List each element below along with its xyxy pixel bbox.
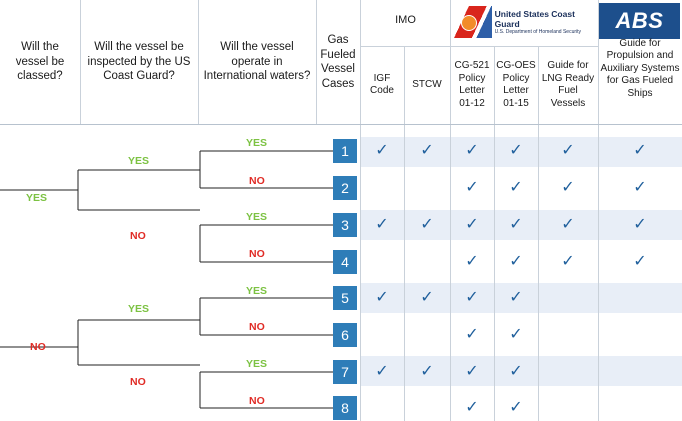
international-no-label: NO xyxy=(249,321,265,333)
imo-group-label: IMO xyxy=(395,14,416,26)
case-number-box: 4 xyxy=(333,250,357,274)
abs-logo-text: ABS xyxy=(615,8,664,33)
column-igf-code: IGF Code xyxy=(370,72,394,96)
classed-yes-label: YES xyxy=(26,192,48,204)
header-inspected: Will the vessel be inspected by the US Coast Guard? xyxy=(87,41,191,83)
checkmark-icon: ✓ xyxy=(509,361,523,380)
international-no-label: NO xyxy=(249,395,265,407)
column-propulsion: Guide for Propulsion and Auxiliary Systems for Gas Fueled Ships xyxy=(600,37,680,99)
inspected-yes-label: YES xyxy=(128,303,150,315)
case-number-box: 6 xyxy=(333,323,357,347)
checkmark-icon: ✓ xyxy=(420,214,434,233)
inspected-no-label: NO xyxy=(130,376,146,388)
checkmark-icon: ✓ xyxy=(465,177,479,196)
international-no-label: NO xyxy=(249,248,265,260)
uscg-subtitle: U.S. Department of Homeland Security xyxy=(494,28,582,35)
classed-no-label: NO xyxy=(30,341,46,353)
checkmark-icon: ✓ xyxy=(420,140,434,159)
checkmark-icon: ✓ xyxy=(561,214,575,233)
international-no-label: NO xyxy=(249,175,265,187)
checkmark-icon: ✓ xyxy=(561,177,575,196)
column-stcw: STCW xyxy=(412,78,442,90)
checkmark-icon: ✓ xyxy=(375,361,389,380)
international-yes-label: YES xyxy=(246,358,268,370)
uscg-title: United States Coast Guard xyxy=(494,8,575,29)
checkmark-icon: ✓ xyxy=(509,287,523,306)
checkmark-icon: ✓ xyxy=(420,361,434,380)
checkmark-icon: ✓ xyxy=(465,214,479,233)
case-number-box: 7 xyxy=(333,360,357,384)
header-classed: Will the vessel be classed? xyxy=(15,41,65,83)
checkmark-icon: ✓ xyxy=(420,287,434,306)
inspected-yes-label: YES xyxy=(128,155,150,167)
checkmark-icon: ✓ xyxy=(465,287,479,306)
checkmark-icon: ✓ xyxy=(633,251,647,270)
case-number-box: 2 xyxy=(333,176,357,200)
checkmark-icon: ✓ xyxy=(509,397,523,416)
checkmark-icon: ✓ xyxy=(375,287,389,306)
checkmark-icon: ✓ xyxy=(465,397,479,416)
header-cases: Gas Fueled Vessel Cases xyxy=(320,34,356,90)
checkmark-icon: ✓ xyxy=(509,324,523,343)
checkmark-icon: ✓ xyxy=(509,214,523,233)
column-lng-ready: Guide for LNG Ready Fuel Vessels xyxy=(541,60,595,109)
header-international: Will the vessel operate in International waters? xyxy=(203,41,311,83)
checkmark-icon: ✓ xyxy=(465,324,479,343)
checkmark-icon: ✓ xyxy=(375,214,389,233)
checkmark-icon: ✓ xyxy=(509,177,523,196)
checkmark-icon: ✓ xyxy=(509,251,523,270)
checkmark-icon: ✓ xyxy=(375,140,389,159)
inspected-no-label: NO xyxy=(130,230,146,242)
case-number-box: 1 xyxy=(333,139,357,163)
checkmark-icon: ✓ xyxy=(465,251,479,270)
checkmark-icon: ✓ xyxy=(465,140,479,159)
checkmark-icon: ✓ xyxy=(633,140,647,159)
checkmark-icon: ✓ xyxy=(509,140,523,159)
checkmark-icon: ✓ xyxy=(561,251,575,270)
checkmark-icon: ✓ xyxy=(633,214,647,233)
checkmark-icon: ✓ xyxy=(465,361,479,380)
case-number-box: 5 xyxy=(333,286,357,310)
checkmark-icon: ✓ xyxy=(561,140,575,159)
international-yes-label: YES xyxy=(246,137,268,149)
column-cgoes: CG-OES Policy Letter 01-15 xyxy=(496,60,536,109)
international-yes-label: YES xyxy=(246,285,268,297)
international-yes-label: YES xyxy=(246,211,268,223)
checkmark-icon: ✓ xyxy=(633,177,647,196)
case-number-box: 3 xyxy=(333,213,357,237)
column-cg521: CG-521 Policy Letter 01-12 xyxy=(454,60,490,109)
case-number-box: 8 xyxy=(333,396,357,420)
